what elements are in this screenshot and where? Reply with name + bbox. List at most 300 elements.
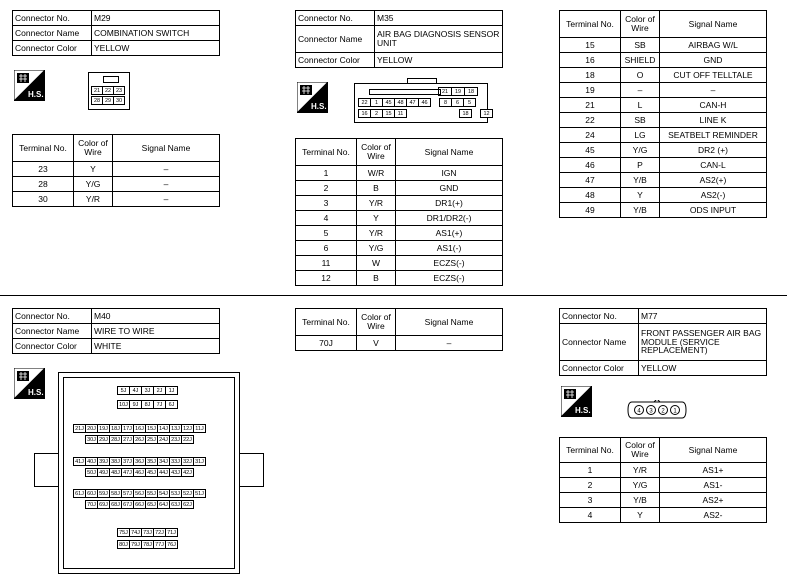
- wire-color: Y/R: [357, 196, 396, 211]
- hs-harness-side-icon: [561, 386, 592, 417]
- pin: 71J: [165, 528, 178, 537]
- connector-name-value: COMBINATION SWITCH: [92, 26, 220, 41]
- pin: 67J: [121, 500, 134, 509]
- terminal-no: 22: [560, 113, 621, 128]
- terminal-no-header: Terminal No.: [296, 139, 357, 166]
- table-row: [560, 508, 767, 523]
- pin-row-top: [92, 86, 125, 95]
- signal-name-header: Signal Name: [396, 139, 503, 166]
- terminal-no: 15: [560, 38, 621, 53]
- pin: 56J: [133, 489, 146, 498]
- pin-row: [86, 500, 194, 509]
- signal-name: GND: [396, 181, 503, 196]
- pin: 15: [382, 109, 395, 118]
- connector-name-row: [13, 26, 220, 41]
- terminal-no: 23: [13, 162, 74, 177]
- pin: 31J: [193, 457, 206, 466]
- connector-color-value: YELLOW: [639, 361, 767, 376]
- connector-color-value: YELLOW: [92, 41, 220, 56]
- table-row: [560, 173, 767, 188]
- pin: 66J: [133, 500, 146, 509]
- table-row: [13, 177, 220, 192]
- pin: 12: [480, 109, 493, 118]
- pin: 18: [459, 109, 472, 118]
- pin: 19J: [97, 424, 110, 433]
- pin: 1: [673, 408, 677, 415]
- pin-row-3: [359, 109, 493, 118]
- pin: 2J: [153, 386, 166, 395]
- pin: 17J: [121, 424, 134, 433]
- wire-color: W: [357, 256, 396, 271]
- terminal-no: 2: [560, 478, 621, 493]
- pin-row: [118, 400, 178, 409]
- table-row: [296, 196, 503, 211]
- connector-name-value: FRONT PASSENGER AIR BAG MODULE (SERVICE REPLACEMENT): [639, 324, 767, 361]
- signal-name: AS1(-): [396, 241, 503, 256]
- terminal-no: 45: [560, 143, 621, 158]
- connector-color-label: Connector Color: [13, 339, 92, 354]
- pin: 57J: [121, 489, 134, 498]
- pin-row: [118, 386, 178, 395]
- pin: 30J: [85, 435, 98, 444]
- connector-no-value: M40: [92, 309, 220, 324]
- wire-color: –: [621, 83, 660, 98]
- connector-no-row: [13, 309, 220, 324]
- connector-no-label: Connector No.: [13, 11, 92, 26]
- pin: 65J: [145, 500, 158, 509]
- pin: 39J: [97, 457, 110, 466]
- table-row: [560, 203, 767, 218]
- pin: 52J: [181, 489, 194, 498]
- pin: 29: [102, 96, 114, 105]
- pin: 20J: [85, 424, 98, 433]
- header-row: [296, 139, 503, 166]
- pin-row: [86, 468, 194, 477]
- hs-label: H.S.: [28, 388, 44, 397]
- signal-name: ECZS(-): [396, 256, 503, 271]
- pin: 30: [113, 96, 125, 105]
- pin: 6: [451, 98, 464, 107]
- table-row: [560, 128, 767, 143]
- pin: 34J: [157, 457, 170, 466]
- table-row: [560, 493, 767, 508]
- terminal-no: 48: [560, 188, 621, 203]
- m29-connector-face: [88, 72, 130, 110]
- wire-color: B: [357, 271, 396, 286]
- hs-label: H.S.: [311, 102, 327, 111]
- connector-name-label: Connector Name: [13, 26, 92, 41]
- connector-no-row: [560, 309, 767, 324]
- pin: 6J: [165, 400, 178, 409]
- pin: 48: [394, 98, 407, 107]
- m35-connector-info: [295, 10, 503, 68]
- pin: 44J: [157, 468, 170, 477]
- pin: 75J: [117, 528, 130, 537]
- pin: 40J: [85, 457, 98, 466]
- table-row: [560, 143, 767, 158]
- wire-color: Y/B: [621, 493, 660, 508]
- m77-signal-table: [559, 437, 767, 523]
- connector-color-row: [296, 53, 503, 68]
- m35-connector-face: [354, 83, 488, 123]
- pin: 80J: [117, 540, 130, 549]
- pin: 48J: [109, 468, 122, 477]
- pin: 23: [113, 86, 125, 95]
- pin: 33J: [169, 457, 182, 466]
- terminal-no: 30: [13, 192, 74, 207]
- pin: 78J: [141, 540, 154, 549]
- terminal-no-header: Terminal No.: [13, 135, 74, 162]
- wire-color-header: Color of Wire: [621, 11, 660, 38]
- m77-connector-info: [559, 308, 767, 376]
- table-row: [560, 158, 767, 173]
- wire-color: V: [357, 336, 396, 351]
- m40-signal-table: [295, 308, 503, 351]
- pin: 35J: [145, 457, 158, 466]
- pin: 3J: [141, 386, 154, 395]
- terminal-no: 16: [560, 53, 621, 68]
- hs-label: H.S.: [28, 90, 44, 99]
- wire-color: Y/G: [357, 241, 396, 256]
- table-row: [296, 241, 503, 256]
- pin: 73J: [141, 528, 154, 537]
- terminal-no: 24: [560, 128, 621, 143]
- signal-name: AS2(-): [660, 188, 767, 203]
- connector-name-row: [560, 324, 767, 361]
- pin: 21: [438, 87, 452, 96]
- connector-name-label: Connector Name: [560, 324, 639, 361]
- header-row: [13, 135, 220, 162]
- terminal-no: 47: [560, 173, 621, 188]
- wire-color: W/R: [357, 166, 396, 181]
- pin: 21: [91, 86, 103, 95]
- pin: 59J: [97, 489, 110, 498]
- table-row: [296, 211, 503, 226]
- wire-color: Y: [74, 162, 113, 177]
- pin-row: [118, 540, 178, 549]
- signal-name: CAN-L: [660, 158, 767, 173]
- m77-connector-face: [626, 400, 688, 420]
- connector-no-label: Connector No.: [13, 309, 92, 324]
- signal-name: GND: [660, 53, 767, 68]
- signal-name: ECZS(-): [396, 271, 503, 286]
- pin: 18: [464, 87, 478, 96]
- table-row: [296, 271, 503, 286]
- wire-color: L: [621, 98, 660, 113]
- signal-name: AS2(+): [660, 173, 767, 188]
- table-row: [560, 83, 767, 98]
- pin: 69J: [97, 500, 110, 509]
- pin: 47: [406, 98, 419, 107]
- pin: 19: [451, 87, 465, 96]
- pin: 47J: [121, 468, 134, 477]
- wire-color: LG: [621, 128, 660, 143]
- pin: 53J: [169, 489, 182, 498]
- table-row: [560, 463, 767, 478]
- table-row: [560, 478, 767, 493]
- pin: 2: [370, 109, 383, 118]
- pin: 43J: [169, 468, 182, 477]
- pin: 15J: [145, 424, 158, 433]
- connector-color-value: YELLOW: [375, 53, 503, 68]
- signal-name: AS1-: [660, 478, 767, 493]
- table-row: [560, 188, 767, 203]
- wire-color: Y/R: [357, 226, 396, 241]
- connector-color-label: Connector Color: [296, 53, 375, 68]
- terminal-no: 12: [296, 271, 357, 286]
- table-row: [296, 226, 503, 241]
- terminal-no: 19: [560, 83, 621, 98]
- pin-row-1: [439, 87, 478, 96]
- pin: 58J: [109, 489, 122, 498]
- table-row: [296, 166, 503, 181]
- pin: 14J: [157, 424, 170, 433]
- signal-name: LINE K: [660, 113, 767, 128]
- pin: 3: [649, 408, 653, 415]
- pin: 26J: [133, 435, 146, 444]
- terminal-no-header: Terminal No.: [296, 309, 357, 336]
- connector-color-label: Connector Color: [13, 41, 92, 56]
- pin: 4J: [129, 386, 142, 395]
- pin: 22J: [181, 435, 194, 444]
- connector-lock-tab: [103, 76, 119, 83]
- table-row: [560, 98, 767, 113]
- terminal-no: 4: [296, 211, 357, 226]
- connector-no-value: M77: [639, 309, 767, 324]
- pin: 28J: [109, 435, 122, 444]
- table-row: [560, 38, 767, 53]
- pin: 50J: [85, 468, 98, 477]
- pin: 55J: [145, 489, 158, 498]
- wire-color: B: [357, 181, 396, 196]
- signal-name: –: [113, 162, 220, 177]
- connector-color-label: Connector Color: [560, 361, 639, 376]
- signal-name: DR1/DR2(-): [396, 211, 503, 226]
- signal-name: –: [113, 177, 220, 192]
- wire-color: Y/R: [621, 463, 660, 478]
- connector-no-label: Connector No.: [560, 309, 639, 324]
- header-row: [560, 438, 767, 463]
- wire-color: Y: [621, 188, 660, 203]
- hs-harness-side-icon: [297, 82, 328, 113]
- connector-no-label: Connector No.: [296, 11, 375, 26]
- pin: 9J: [129, 400, 142, 409]
- m40-connector-info: [12, 308, 220, 354]
- wire-color: SHIELD: [621, 53, 660, 68]
- connector-no-row: [13, 11, 220, 26]
- terminal-no-header: Terminal No.: [560, 438, 621, 463]
- pin: 11J: [193, 424, 206, 433]
- connector-color-value: WHITE: [92, 339, 220, 354]
- terminal-no: 3: [560, 493, 621, 508]
- pin: 18J: [109, 424, 122, 433]
- pin: 46J: [133, 468, 146, 477]
- pin: 2: [661, 408, 665, 415]
- signal-name-header: Signal Name: [396, 309, 503, 336]
- table-row: [560, 113, 767, 128]
- table-row: [296, 181, 503, 196]
- terminal-no: 6: [296, 241, 357, 256]
- signal-name: –: [660, 83, 767, 98]
- pin-row: [74, 457, 206, 466]
- pin: 77J: [153, 540, 166, 549]
- signal-name: SEATBELT REMINDER: [660, 128, 767, 143]
- pin: 4: [637, 408, 641, 415]
- wire-color: Y/B: [621, 173, 660, 188]
- signal-name: CAN-H: [660, 98, 767, 113]
- pin: 29J: [97, 435, 110, 444]
- table-row: [296, 336, 503, 351]
- terminal-no: 28: [13, 177, 74, 192]
- connector-name-value: AIR BAG DIAGNOSIS SENSOR UNIT: [375, 26, 503, 53]
- hs-label: H.S.: [575, 406, 591, 415]
- pin: 25J: [145, 435, 158, 444]
- m40-pin-grid: [58, 372, 238, 572]
- pin: 13J: [169, 424, 182, 433]
- pin: 68J: [109, 500, 122, 509]
- connector-no-value: M35: [375, 11, 503, 26]
- signal-name: AS1(+): [396, 226, 503, 241]
- signal-name: AS2+: [660, 493, 767, 508]
- pin: 49J: [97, 468, 110, 477]
- wire-color: Y/B: [621, 203, 660, 218]
- pin: 7J: [153, 400, 166, 409]
- terminal-no: 21: [560, 98, 621, 113]
- terminal-no: 70J: [296, 336, 357, 351]
- wire-color-header: Color of Wire: [357, 309, 396, 336]
- table-row: [560, 68, 767, 83]
- terminal-no: 3: [296, 196, 357, 211]
- signal-name: AS2-: [660, 508, 767, 523]
- wire-color: O: [621, 68, 660, 83]
- pin-row-2: [359, 98, 476, 107]
- signal-name: DR1(+): [396, 196, 503, 211]
- signal-name-header: Signal Name: [660, 438, 767, 463]
- wire-color: SB: [621, 113, 660, 128]
- pin: 10J: [117, 400, 130, 409]
- pin: 1J: [165, 386, 178, 395]
- section-divider: [0, 295, 787, 296]
- pin-row: [86, 435, 194, 444]
- terminal-no: 18: [560, 68, 621, 83]
- signal-name: CUT OFF TELLTALE: [660, 68, 767, 83]
- terminal-no: 11: [296, 256, 357, 271]
- pin: 64J: [157, 500, 170, 509]
- pin: 28: [91, 96, 103, 105]
- pin: 16: [358, 109, 371, 118]
- pin: 16J: [133, 424, 146, 433]
- table-row: [560, 53, 767, 68]
- wire-color: Y/R: [74, 192, 113, 207]
- pin: 74J: [129, 528, 142, 537]
- connector-color-row: [13, 339, 220, 354]
- table-row: [13, 192, 220, 207]
- pin: 63J: [169, 500, 182, 509]
- pin: 21J: [73, 424, 86, 433]
- wire-color: Y/G: [621, 478, 660, 493]
- pin: 1: [370, 98, 383, 107]
- pin: 42J: [181, 468, 194, 477]
- pin: 41J: [73, 457, 86, 466]
- wire-color: Y/G: [74, 177, 113, 192]
- signal-name-header: Signal Name: [113, 135, 220, 162]
- pin: 5: [463, 98, 476, 107]
- pin-row: [74, 489, 206, 498]
- connector-color-row: [13, 41, 220, 56]
- connector-name-label: Connector Name: [296, 26, 375, 53]
- signal-name-header: Signal Name: [660, 11, 767, 38]
- pin: 62J: [181, 500, 194, 509]
- connector-name-value: WIRE TO WIRE: [92, 324, 220, 339]
- terminal-no: 46: [560, 158, 621, 173]
- pin: 38J: [109, 457, 122, 466]
- pin: 54J: [157, 489, 170, 498]
- pin: 60J: [85, 489, 98, 498]
- pin: 23J: [169, 435, 182, 444]
- pin: 51J: [193, 489, 206, 498]
- m35-signal-table-continued: [559, 10, 767, 218]
- wire-color-header: Color of Wire: [74, 135, 113, 162]
- signal-name: AS1+: [660, 463, 767, 478]
- connector-no-value: M29: [92, 11, 220, 26]
- terminal-no: 5: [296, 226, 357, 241]
- connector-name-label: Connector Name: [13, 324, 92, 339]
- pin: 8: [439, 98, 452, 107]
- pin-row: [74, 424, 206, 433]
- pin: 32J: [181, 457, 194, 466]
- signal-name: –: [396, 336, 503, 351]
- signal-name: DR2 (+): [660, 143, 767, 158]
- pin: 36J: [133, 457, 146, 466]
- wire-color: Y: [621, 508, 660, 523]
- signal-name: AIRBAG W/L: [660, 38, 767, 53]
- m29-connector-info: [12, 10, 220, 56]
- wire-color: SB: [621, 38, 660, 53]
- connector-latch: [407, 78, 437, 84]
- hs-harness-side-icon: [14, 368, 45, 399]
- pin: 79J: [129, 540, 142, 549]
- terminal-no: 49: [560, 203, 621, 218]
- wire-color: P: [621, 158, 660, 173]
- pin: 37J: [121, 457, 134, 466]
- m35-signal-table: [295, 138, 503, 286]
- terminal-no: 1: [296, 166, 357, 181]
- header-row: [296, 309, 503, 336]
- terminal-no-header: Terminal No.: [560, 11, 621, 38]
- m29-signal-table: [12, 134, 220, 207]
- pin: 5J: [117, 386, 130, 395]
- header-row: [560, 11, 767, 38]
- pin: 24J: [157, 435, 170, 444]
- pin: 22: [102, 86, 114, 95]
- pin: 46: [418, 98, 431, 107]
- connector-no-row: [296, 11, 503, 26]
- wire-color: Y/G: [621, 143, 660, 158]
- signal-name: IGN: [396, 166, 503, 181]
- terminal-no: 1: [560, 463, 621, 478]
- pin: 70J: [85, 500, 98, 509]
- pin: 61J: [73, 489, 86, 498]
- pin-row: [118, 528, 178, 537]
- pin: 12J: [181, 424, 194, 433]
- pin: 45J: [145, 468, 158, 477]
- pin-row-bottom: [92, 96, 125, 105]
- wire-color-header: Color of Wire: [621, 438, 660, 463]
- pin: 22: [358, 98, 371, 107]
- wire-color-header: Color of Wire: [357, 139, 396, 166]
- pin: 72J: [153, 528, 166, 537]
- pin: 8J: [141, 400, 154, 409]
